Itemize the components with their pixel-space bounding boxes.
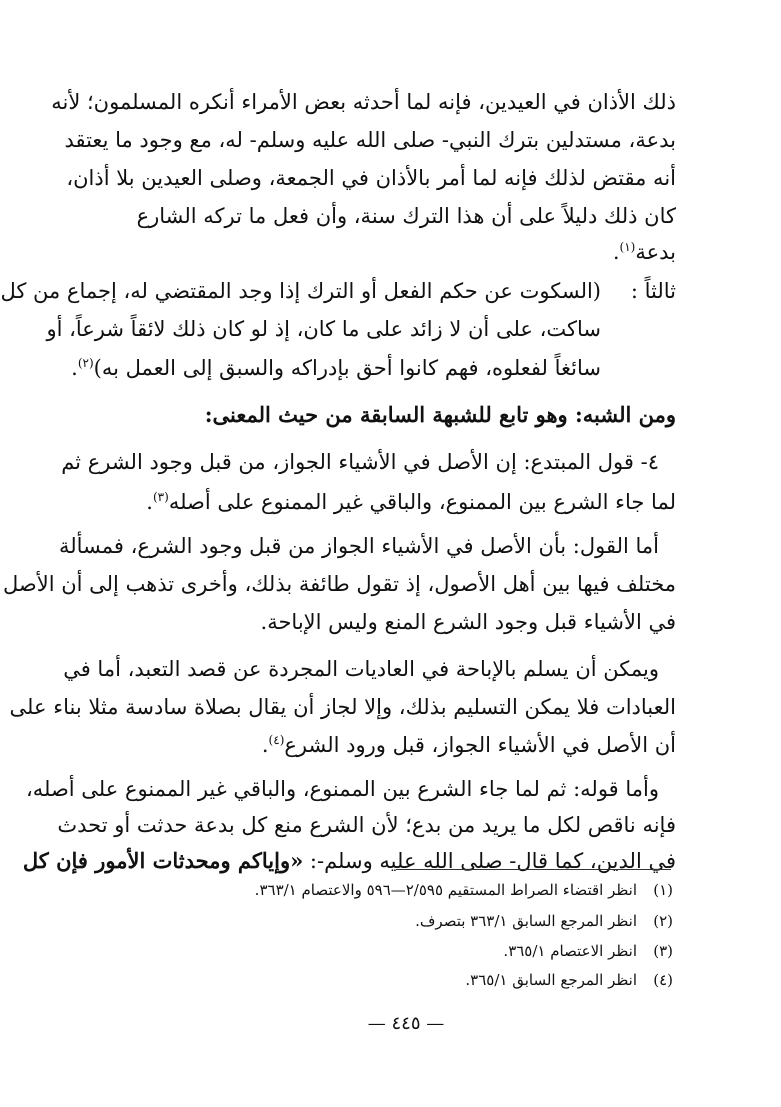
text-line: أما القول: بأن الأصل في الأشياء الجواز من قبل وجود الشرع، فمسألة [59, 534, 659, 558]
footnote-ref: (٤) [268, 733, 285, 747]
text-line: كان ذلك دليلاً على أن هذا الترك سنة، وأن فعل ما تركه الشارع [136, 204, 676, 228]
footnote-text: انظر اقتضاء الصراط المستقيم ٢/٥٩٥—٥٩٦ والاعتصام ٣٦٣/١. [254, 881, 637, 899]
page-number: — ٤٤٥ — [367, 1013, 445, 1034]
text-line: في الأشياء قبل وجود الشرع المنع وليس الإباحة. [260, 610, 676, 634]
text-line: أنه مقتض لذلك فإنه لما أمر بالأذان في الجمعة، وصلى العيدين بلا أذان، [66, 166, 676, 190]
footnote-number: (٤) [653, 971, 673, 989]
text-line: وأما قوله: ثم لما جاء الشرع بين الممنوع، والباقي غير الممنوع على أصله، [25, 777, 659, 801]
text-segment: في الدين، كما قال- صلى الله عليه وسلم-: [303, 849, 676, 873]
footnote-3 [503, 937, 673, 965]
footnote-number: (٢) [653, 912, 673, 930]
text-line: ذلك الأذان في العيدين، فإنه لما أحدثه بعض الأمراء أنكره المسلمون؛ لأنه [51, 90, 676, 114]
footnote-4 [465, 966, 673, 994]
hadith-quote: «وإياكم ومحدثات الأمور فإن كل [22, 848, 304, 873]
text-line: ٤- قول المبتدع: إن الأصل في الأشياء الجواز، من قبل وجود الشرع ثم [61, 450, 659, 474]
text-period: . [146, 490, 153, 514]
footnote-text: انظر الاعتصام ٣٦٥/١. [503, 942, 637, 960]
third-point-label: ثالثاً : [630, 279, 676, 303]
text-segment: لما جاء الشرع بين الممنوع، والباقي غير الممنوع على أصله [168, 490, 676, 514]
footnote-ref: (١) [619, 240, 636, 254]
footnote-number: (٣) [653, 942, 673, 960]
text-line: العبادات فلا يمكن التسليم بذلك، وإلا لجاز أن يقال بصلاة سادسة مثلا بناء على [9, 695, 676, 719]
text-period: . [71, 356, 78, 380]
text-line [71, 344, 601, 387]
text-line [131, 478, 676, 521]
text-line: فإنه ناقص لكل ما يريد من بدع؛ لأن الشرع منع كل بدعة حدثت أو تحدث [57, 813, 676, 837]
text-period: . [612, 240, 620, 264]
footnote-ref: (٣) [152, 490, 169, 504]
footnote-divider [396, 869, 671, 870]
text-line [22, 842, 676, 880]
text-line: بدعة، مستدلين بترك النبي- صلى الله عليه وسلم- له، مع وجود ما يعتقد [64, 128, 676, 152]
text-line: ساكت، على أن لا زائد على ما كان، إذ لو كان ذلك لائقاً شرعاً، أو [46, 317, 601, 341]
text-line [131, 228, 676, 271]
text-segment: سائغاً لفعلوه، فهم كانوا أحق بإدراكه والسبق إلى العمل به) [93, 356, 601, 380]
footnote-text: انظر المرجع السابق ٣٦٣/١ بتصرف. [415, 912, 637, 930]
footnote-ref: (٢) [77, 356, 94, 370]
footnote-1 [255, 876, 673, 904]
text-line: مختلف فيها بين أهل الأصول، إذ تقول طائفة بذلك، وأخرى تذهب إلى أن الأصل [3, 572, 676, 596]
text-segment: أن الأصل في الأشياء الجواز، قبل ورود الشرع [284, 733, 676, 757]
text-segment: بدعة [635, 240, 676, 264]
text-period: . [261, 733, 269, 757]
text-line [131, 721, 676, 764]
section-heading: ومن الشبه: وهو تابع للشبهة السابقة من حيث المعنى: [204, 402, 676, 427]
footnote-number: (١) [653, 881, 673, 899]
text-line: (السكوت عن حكم الفعل أو الترك إذا وجد المقتضي له، إجماع من كل [0, 279, 601, 303]
footnote-2 [415, 907, 673, 935]
text-line: ويمكن أن يسلم بالإباحة في العاديات المجردة عن قصد التعبد، أما في [63, 657, 659, 681]
footnote-text: انظر المرجع السابق ٣٦٥/١. [465, 971, 637, 989]
